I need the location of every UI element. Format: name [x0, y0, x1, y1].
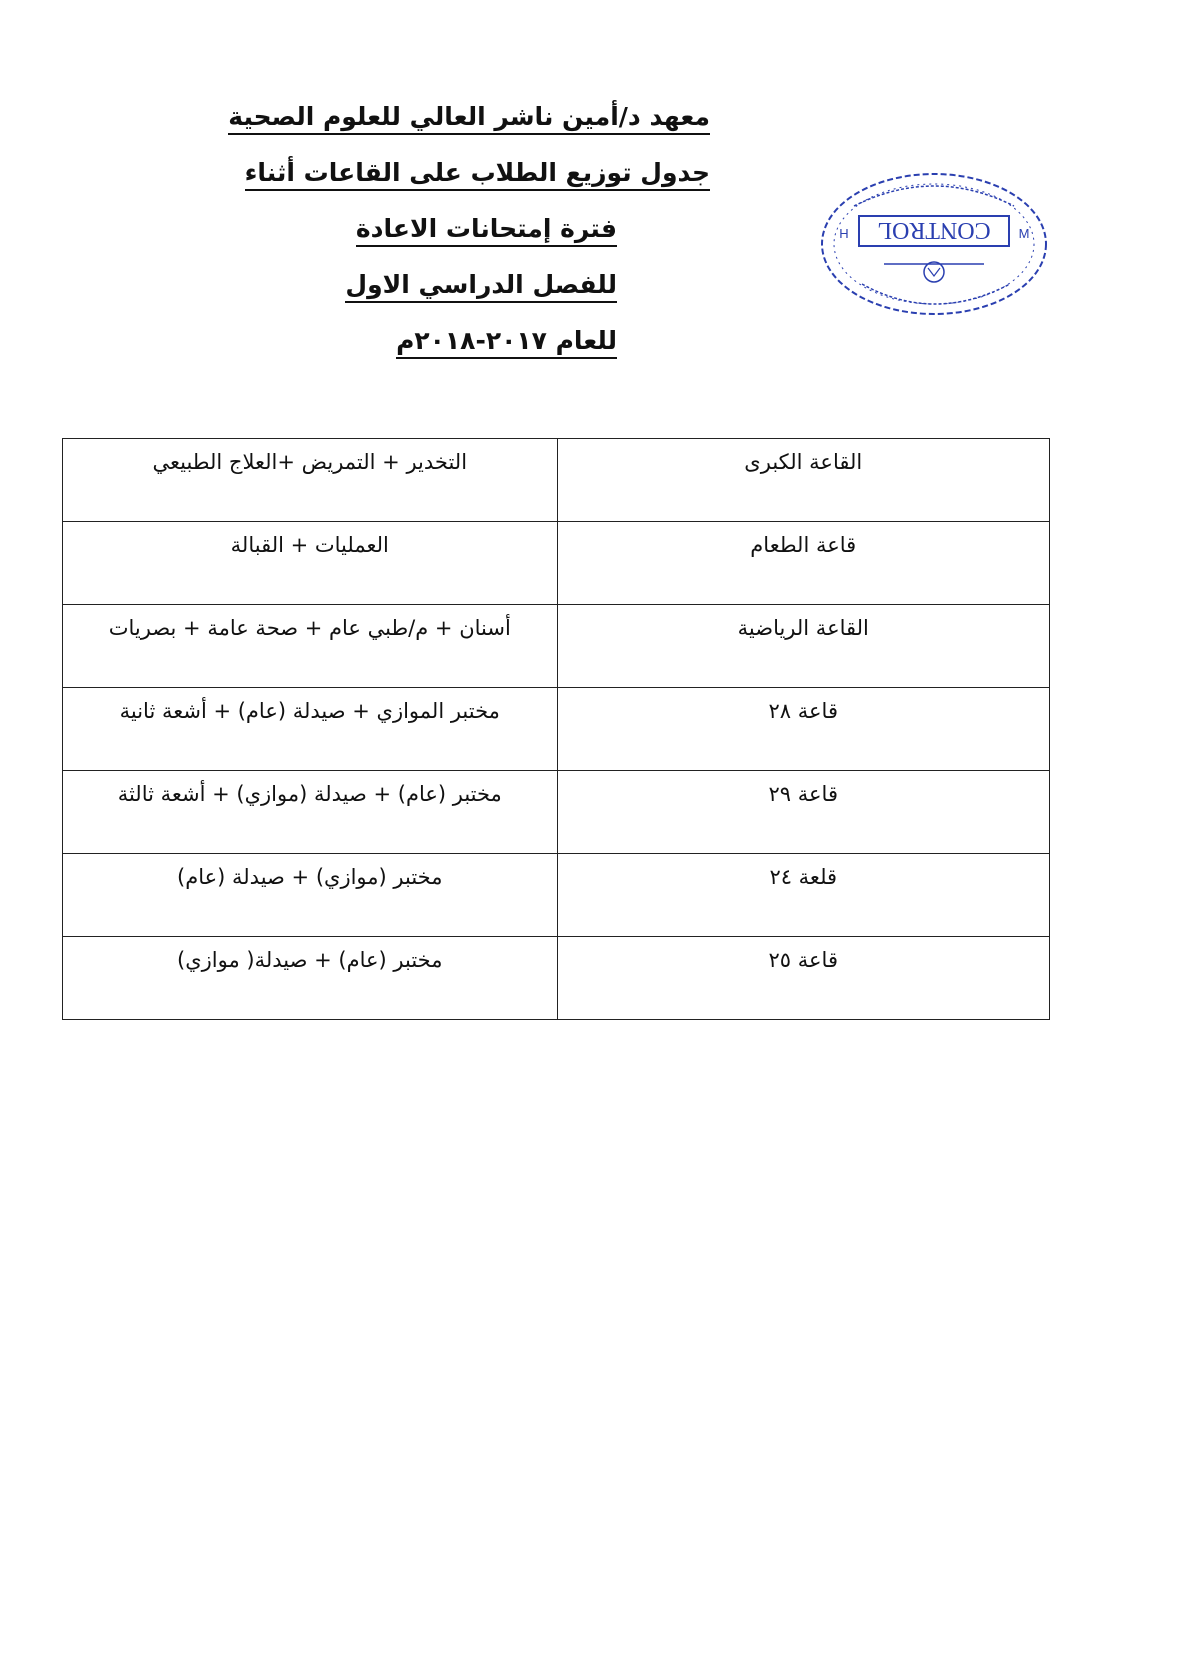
groups-cell: أسنان + م/طبي عام + صحة عامة + بصريات [63, 605, 558, 688]
room-cell: قاعة ٢٥ [557, 937, 1049, 1020]
institute-name: معهد د/أمين ناشر العالي للعلوم الصحية [300, 102, 710, 132]
stamp-graphic [814, 164, 1054, 324]
groups-cell: مختبر الموازي + صيدلة (عام) + أشعة ثانية [63, 688, 558, 771]
document-header [228, 102, 710, 382]
table-row [63, 854, 1050, 937]
academic-year: للعام ٢٠١٧-٢٠١٨م [300, 326, 617, 356]
document-title: جدول توزيع الطلاب على القاعات أثناء [300, 158, 710, 188]
table-row [63, 605, 1050, 688]
semester: للفصل الدراسي الاول [300, 270, 617, 300]
table-row [63, 937, 1050, 1020]
room-cell: قاعة ٢٩ [557, 771, 1049, 854]
groups-cell: مختبر (عام) + صيدلة (موازي) + أشعة ثالثة [63, 771, 558, 854]
room-distribution-table [62, 438, 1050, 1020]
groups-cell: العمليات + القبالة [63, 522, 558, 605]
groups-cell: مختبر (موازي) + صيدلة (عام) [63, 854, 558, 937]
table-row [63, 439, 1050, 522]
stamp-left-letter: H [839, 226, 849, 241]
stamp-emblem-icon [924, 262, 944, 282]
room-cell: قلعة ٢٤ [557, 854, 1049, 937]
stamp-text: CONTROL [877, 217, 991, 243]
room-cell: القاعة الرياضية [557, 605, 1049, 688]
room-cell: قاعة ٢٨ [557, 688, 1049, 771]
groups-cell: التخدير + التمريض +العلاج الطبيعي [63, 439, 558, 522]
table-row [63, 522, 1050, 605]
room-cell: القاعة الكبرى [557, 439, 1049, 522]
exam-period: فترة إمتحانات الاعادة [300, 214, 617, 244]
table-row [63, 688, 1050, 771]
control-stamp [814, 164, 1054, 324]
stamp-right-letter: M [1018, 226, 1030, 241]
room-cell: قاعة الطعام [557, 522, 1049, 605]
groups-cell: مختبر (عام) + صيدلة( موازي) [63, 937, 558, 1020]
table-row [63, 771, 1050, 854]
